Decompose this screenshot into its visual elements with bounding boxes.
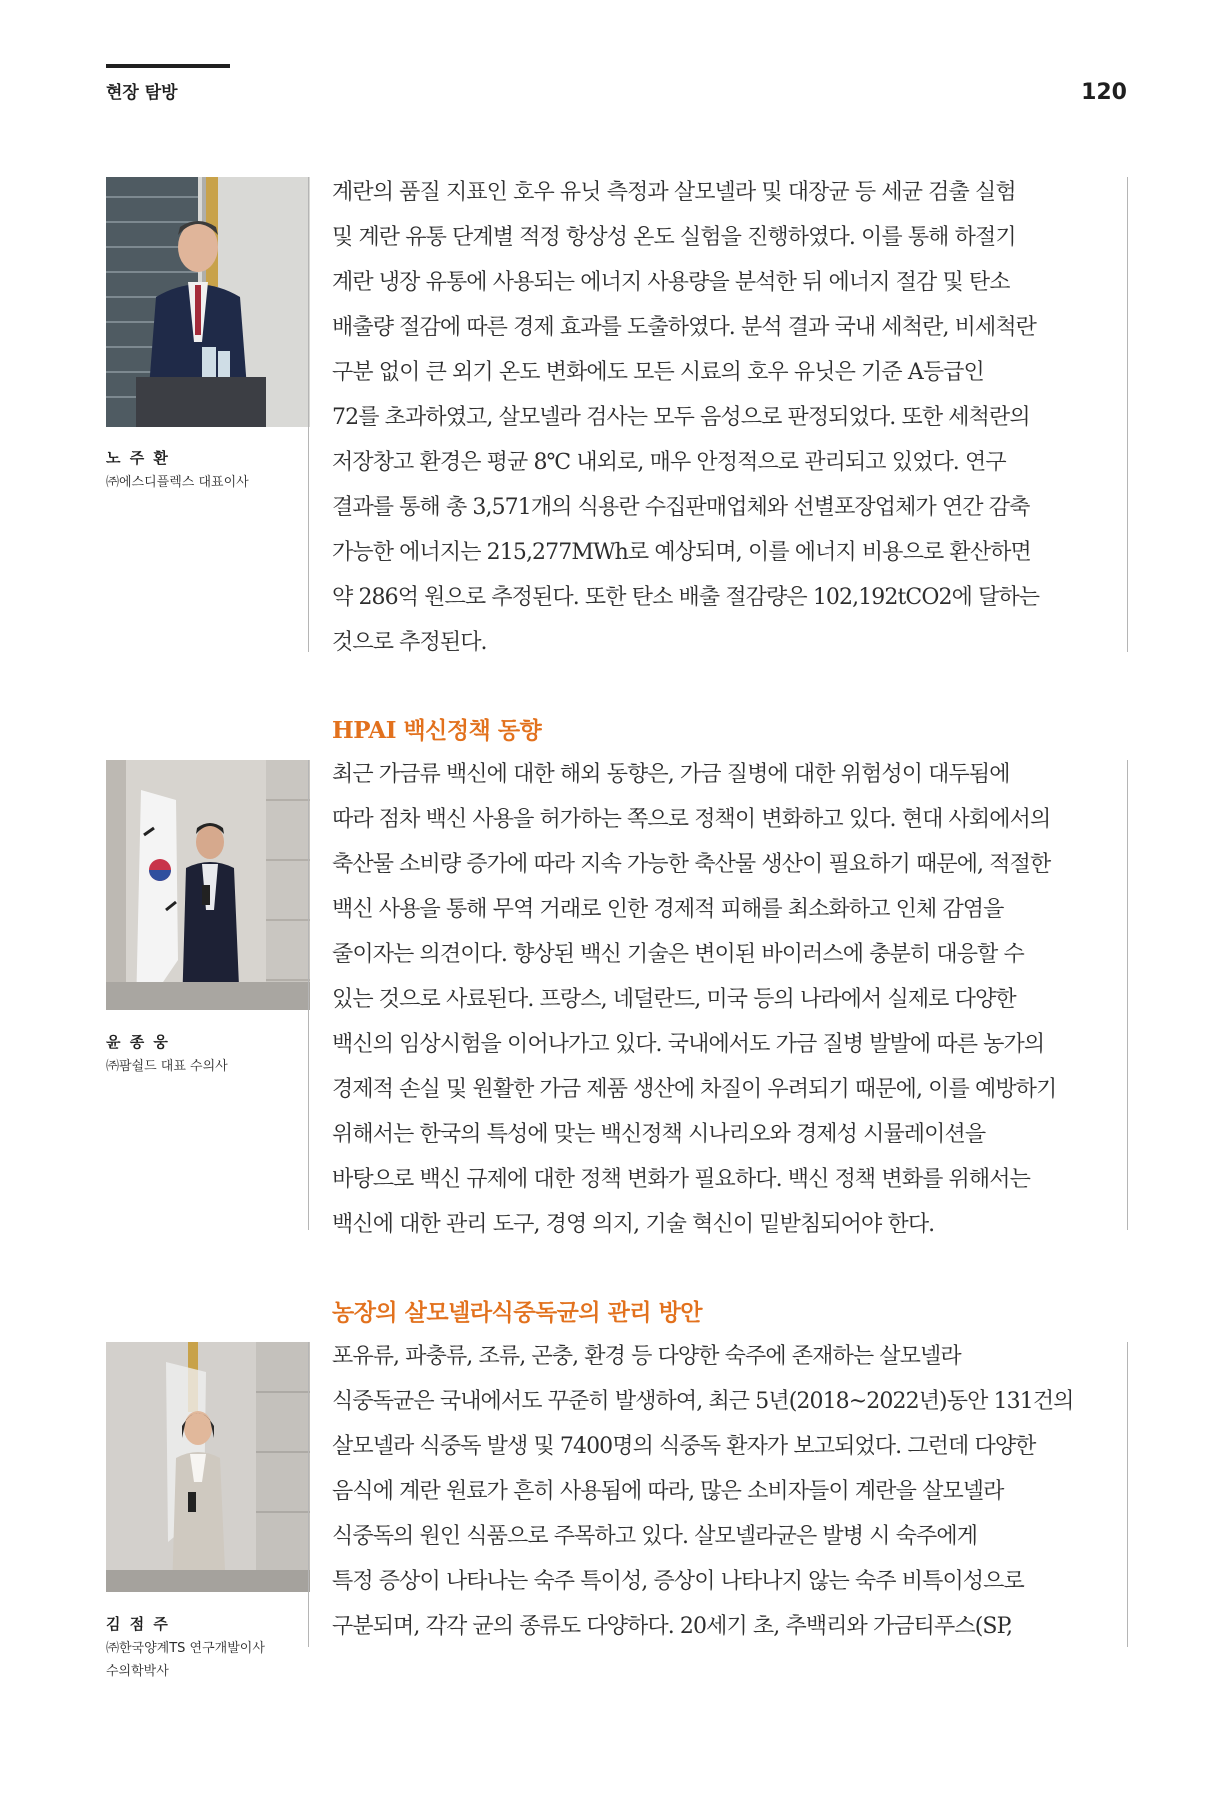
body-line: 살모넬라 식중독 발생 및 7400명의 식중독 환자가 보고되었다. 그런데 다양한 bbox=[332, 1434, 1036, 1459]
speaker-name-1: 노 주 환 bbox=[106, 449, 170, 467]
speaker-title-2 bbox=[106, 1055, 228, 1078]
speaker-title-line: 수의학박사 bbox=[106, 1664, 169, 1679]
speaker-title-line: ㈜에스디플렉스 대표이사 bbox=[106, 475, 249, 490]
body-line: 백신에 대한 관리 도구, 경영 의지, 기술 혁신이 밑받침되어야 한다. bbox=[332, 1212, 935, 1237]
divider-left-1 bbox=[308, 177, 309, 652]
body-line: 위해서는 한국의 특성에 맞는 백신정책 시나리오와 경제성 시뮬레이션을 bbox=[332, 1122, 986, 1147]
divider-right-1 bbox=[1127, 177, 1128, 652]
speaker-title-line: ㈜한국양계TS 연구개발이사 bbox=[106, 1641, 265, 1656]
speaker-photo-1 bbox=[106, 177, 310, 427]
section-3-body bbox=[332, 1334, 1112, 1649]
body-line: 바탕으로 백신 규제에 대한 정책 변화가 필요하다. 백신 정책 변화를 위해서는 bbox=[332, 1167, 1030, 1192]
speaker-photo-3 bbox=[106, 1342, 310, 1592]
body-line: 결과를 통해 총 3,571개의 식용란 수집판매업체와 선별포장업체가 연간 감축 bbox=[332, 495, 1030, 520]
body-line: 있는 것으로 사료된다. 프랑스, 네덜란드, 미국 등의 나라에서 실제로 다양한 bbox=[332, 987, 1016, 1012]
body-line: 축산물 소비량 증가에 따라 지속 가능한 축산물 생산이 필요하기 때문에, 적절한 bbox=[332, 852, 1051, 877]
body-line: 구분 없이 큰 외기 온도 변화에도 모든 시료의 호우 유닛은 기준 A등급인 bbox=[332, 360, 984, 385]
body-line: 계란 냉장 유통에 사용되는 에너지 사용량을 분석한 뒤 에너지 절감 및 탄소 bbox=[332, 270, 1010, 295]
body-line: 저장창고 환경은 평균 8℃ 내외로, 매우 안정적으로 관리되고 있었다. 연구 bbox=[332, 450, 1006, 475]
body-line: 가능한 에너지는 215,277MWh로 예상되며, 이를 에너지 비용으로 환산하면 bbox=[332, 540, 1031, 565]
body-line: 식중독균은 국내에서도 꾸준히 발생하여, 최근 5년(2018~2022년)동안 131건의 bbox=[332, 1389, 1074, 1414]
divider-left-3 bbox=[308, 1342, 309, 1647]
page-number: 120 bbox=[1081, 80, 1127, 105]
body-line: 식중독의 원인 식품으로 주목하고 있다. 살모넬라균은 발병 시 숙주에게 bbox=[332, 1524, 978, 1549]
section-2-body bbox=[332, 752, 1112, 1247]
section-heading-hpai: HPAI 백신정책 동향 bbox=[332, 717, 542, 744]
body-line: 줄이자는 의견이다. 향상된 백신 기술은 변이된 바이러스에 충분히 대응할 수 bbox=[332, 942, 1024, 967]
body-line: 따라 점차 백신 사용을 허가하는 쪽으로 정책이 변화하고 있다. 현대 사회에서의 bbox=[332, 807, 1051, 832]
body-line: 것으로 추정된다. bbox=[332, 630, 487, 655]
body-line: 계란의 품질 지표인 호우 유닛 측정과 살모넬라 및 대장균 등 세균 검출 실험 bbox=[332, 180, 1016, 205]
body-line: 백신 사용을 통해 무역 거래로 인한 경제적 피해를 최소화하고 인체 감염을 bbox=[332, 897, 1004, 922]
body-line: 경제적 손실 및 원활한 가금 제품 생산에 차질이 우려되기 때문에, 이를 예방하기 bbox=[332, 1077, 1057, 1102]
body-line: 특정 증상이 나타나는 숙주 특이성, 증상이 나타나지 않는 숙주 비특이성으로 bbox=[332, 1569, 1024, 1594]
section-1-body bbox=[332, 170, 1112, 665]
speaker-title-3 bbox=[106, 1637, 265, 1683]
divider-right-3 bbox=[1127, 1342, 1128, 1647]
top-rule bbox=[106, 64, 230, 68]
body-line: 구분되며, 각각 균의 종류도 다양하다. 20세기 초, 추백리와 가금티푸스(SP, bbox=[332, 1614, 1013, 1639]
body-line: 음식에 계란 원료가 흔히 사용됨에 따라, 많은 소비자들이 계란을 살모넬라 bbox=[332, 1479, 1004, 1504]
speaker-title-line: ㈜팜쉴드 대표 수의사 bbox=[106, 1059, 228, 1074]
speaker-name-2: 윤 종 웅 bbox=[106, 1033, 170, 1051]
section-heading-salmonella: 농장의 살모넬라식중독균의 관리 방안 bbox=[332, 1299, 703, 1326]
speaker-title-1 bbox=[106, 471, 249, 494]
body-line: 포유류, 파충류, 조류, 곤충, 환경 등 다양한 숙주에 존재하는 살모넬라 bbox=[332, 1344, 961, 1369]
divider-right-2 bbox=[1127, 760, 1128, 1230]
body-line: 약 286억 원으로 추정된다. 또한 탄소 배출 절감량은 102,192tCO2에 달하는 bbox=[332, 585, 1040, 610]
body-line: 최근 가금류 백신에 대한 해외 동향은, 가금 질병에 대한 위험성이 대두됨에 bbox=[332, 762, 1010, 787]
divider-left-2 bbox=[308, 760, 309, 1230]
body-line: 72를 초과하였고, 살모넬라 검사는 모두 음성으로 판정되었다. 또한 세척란의 bbox=[332, 405, 1030, 430]
body-line: 배출량 절감에 따른 경제 효과를 도출하였다. 분석 결과 국내 세척란, 비세척란 bbox=[332, 315, 1037, 340]
body-line: 및 계란 유통 단계별 적정 항상성 온도 실험을 진행하였다. 이를 통해 하절기 bbox=[332, 225, 1016, 250]
speaker-name-3: 김 점 주 bbox=[106, 1615, 170, 1633]
speaker-photo-2 bbox=[106, 760, 310, 1010]
body-line: 백신의 임상시험을 이어나가고 있다. 국내에서도 가금 질병 발발에 따른 농가의 bbox=[332, 1032, 1045, 1057]
section-label: 현장 탐방 bbox=[106, 83, 178, 103]
